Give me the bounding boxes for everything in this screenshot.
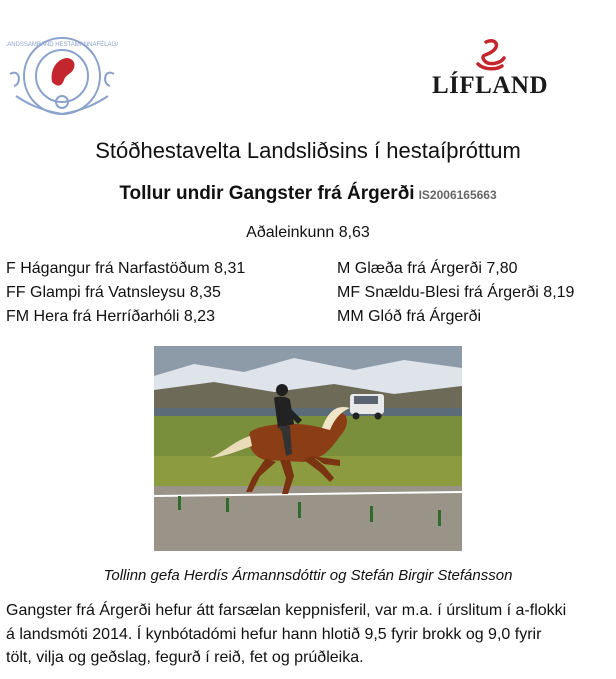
pedigree-sire-dam: FM Hera frá Herríðarhóli 8,23	[6, 308, 215, 325]
horse-photo	[154, 346, 462, 551]
lh-logo	[6, 34, 118, 120]
lifland-logo	[430, 36, 550, 106]
description-line: tölt, vilja og geðslag, fegurð í reið, fet og prúðleika.	[6, 649, 364, 666]
registration-number: IS2006165663	[418, 188, 497, 202]
description	[6, 599, 610, 670]
lifland-swirl-icon	[430, 36, 550, 76]
main-score: Aðaleinkunn 8,63	[246, 224, 370, 241]
pedigree-sire: F Hágangur frá Narfastöðum 8,31	[6, 260, 246, 277]
lifland-wordmark: LÍFLAND	[431, 72, 548, 99]
photo-caption: Tollinn gefa Herdís Ármannsdóttir og Stefán Birgir Stefánsson	[103, 567, 513, 584]
pedigree-dam-dam: MM Glóð frá Árgerði	[337, 308, 482, 325]
horse-name: Tollur undir Gangster frá Árgerði	[119, 183, 415, 204]
pedigree-dam-side	[337, 257, 574, 329]
description-line: Gangster frá Árgerði hefur átt farsælan keppnisferil, var m.a. í úrslitum í a-flokki	[6, 602, 567, 619]
pedigree-dam: M Glæða frá Árgerði 7,80	[337, 260, 518, 277]
pedigree-sire-sire: FF Glampi frá Vatnsleysu 8,35	[6, 284, 221, 301]
page-title: Stóðhestavelta Landsliðsins í hestaíþróttum	[95, 138, 521, 163]
logo-lettering: LANDSSAMBAND HESTAMANNAFÉLAGA	[6, 42, 118, 48]
lh-seal-icon	[6, 34, 118, 120]
pedigree-dam-sire: MF Snældu-Blesi frá Árgerði 8,19	[337, 284, 575, 301]
description-line: á landsmóti 2014. Í kynbótadómi hefur hann hlotið 9,5 fyrir brokk og 9,0 fyrir	[6, 625, 542, 643]
horse-rider-image	[154, 346, 462, 551]
pedigree-sire-side	[6, 257, 245, 329]
horse-heading	[0, 183, 616, 205]
